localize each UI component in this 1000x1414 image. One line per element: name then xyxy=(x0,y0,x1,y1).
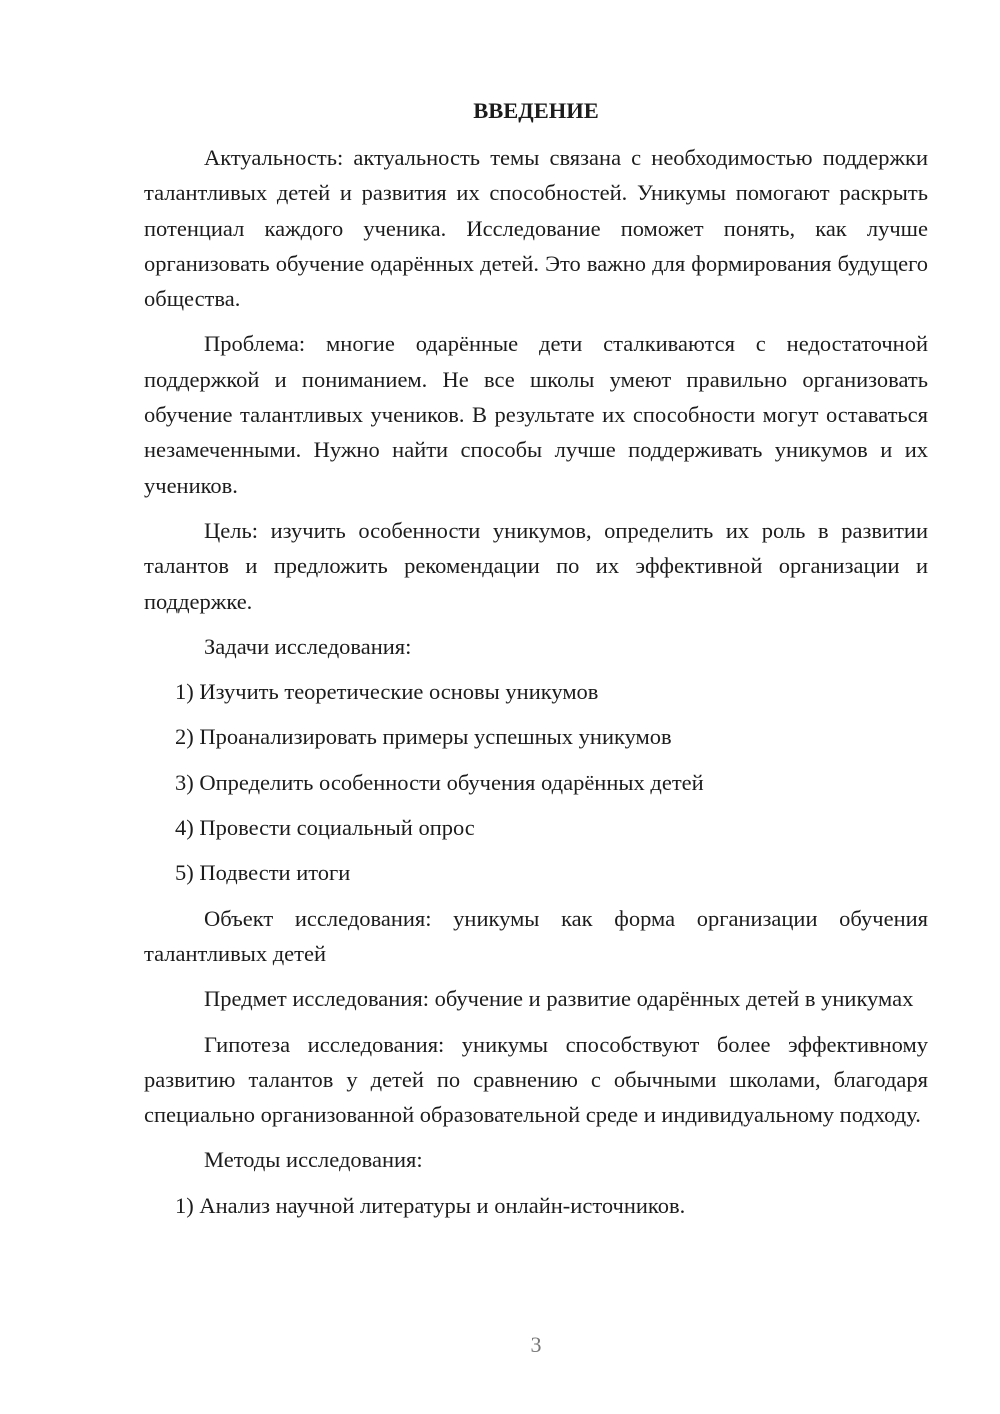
methods-title: Методы исследования: xyxy=(204,1147,423,1173)
hypothesis-paragraph: Гипотеза исследования: уникумы способствуют более эффективному развитию талантов у детей по сравнению с обычными школами, благодаря специально организованной образовательной среде и индивидуальному подходу. xyxy=(144,1031,928,1128)
list-item: 1) Анализ научной литературы и онлайн-источников. xyxy=(175,1192,686,1218)
list-item: 1) Изучить теоретические основы уникумов xyxy=(175,679,599,705)
page-number: 3 xyxy=(530,1332,542,1357)
list-item: 5) Подвести итоги xyxy=(175,860,351,886)
goal-paragraph: Цель: изучить особенности уникумов, определить их роль в развитии талантов и предложить рекомендации по их эффективной организации и поддержке. xyxy=(144,517,928,614)
subject-paragraph: Предмет исследования: обучение и развитие одарённых детей в уникумах xyxy=(204,986,914,1012)
object-paragraph: Объект исследования: уникумы как форма организации обучения талантливых детей xyxy=(144,905,928,966)
tasks-title: Задачи исследования: xyxy=(204,633,412,659)
methods-list xyxy=(144,1188,928,1223)
page-content xyxy=(144,96,928,1233)
list-item: 3) Определить особенности обучения одарённых детей xyxy=(175,769,704,795)
section-heading: ВВЕДЕНИЕ xyxy=(473,98,599,123)
problem-paragraph: Проблема: многие одарённые дети сталкиваются с недостаточной поддержкой и пониманием. Не все школы умеют правильно организовать обучение талантливых учеников. В результате их способности могут оставаться незамеченными. Нужно найти способы лучше поддерживать уникумов и их учеников. xyxy=(144,331,928,498)
relevance-paragraph: Актуальность: актуальность темы связана с необходимостью поддержки талантливых детей и развития их способностей. Уникумы помогают раскрыть потенциал каждого ученика. Исследование поможет понять, как лучше организовать обучение одарённых детей. Это важно для формирования будущего общества. xyxy=(144,145,928,312)
tasks-list xyxy=(144,674,928,890)
list-item: 4) Провести социальный опрос xyxy=(175,815,475,841)
list-item: 2) Проанализировать примеры успешных уникумов xyxy=(175,724,672,750)
